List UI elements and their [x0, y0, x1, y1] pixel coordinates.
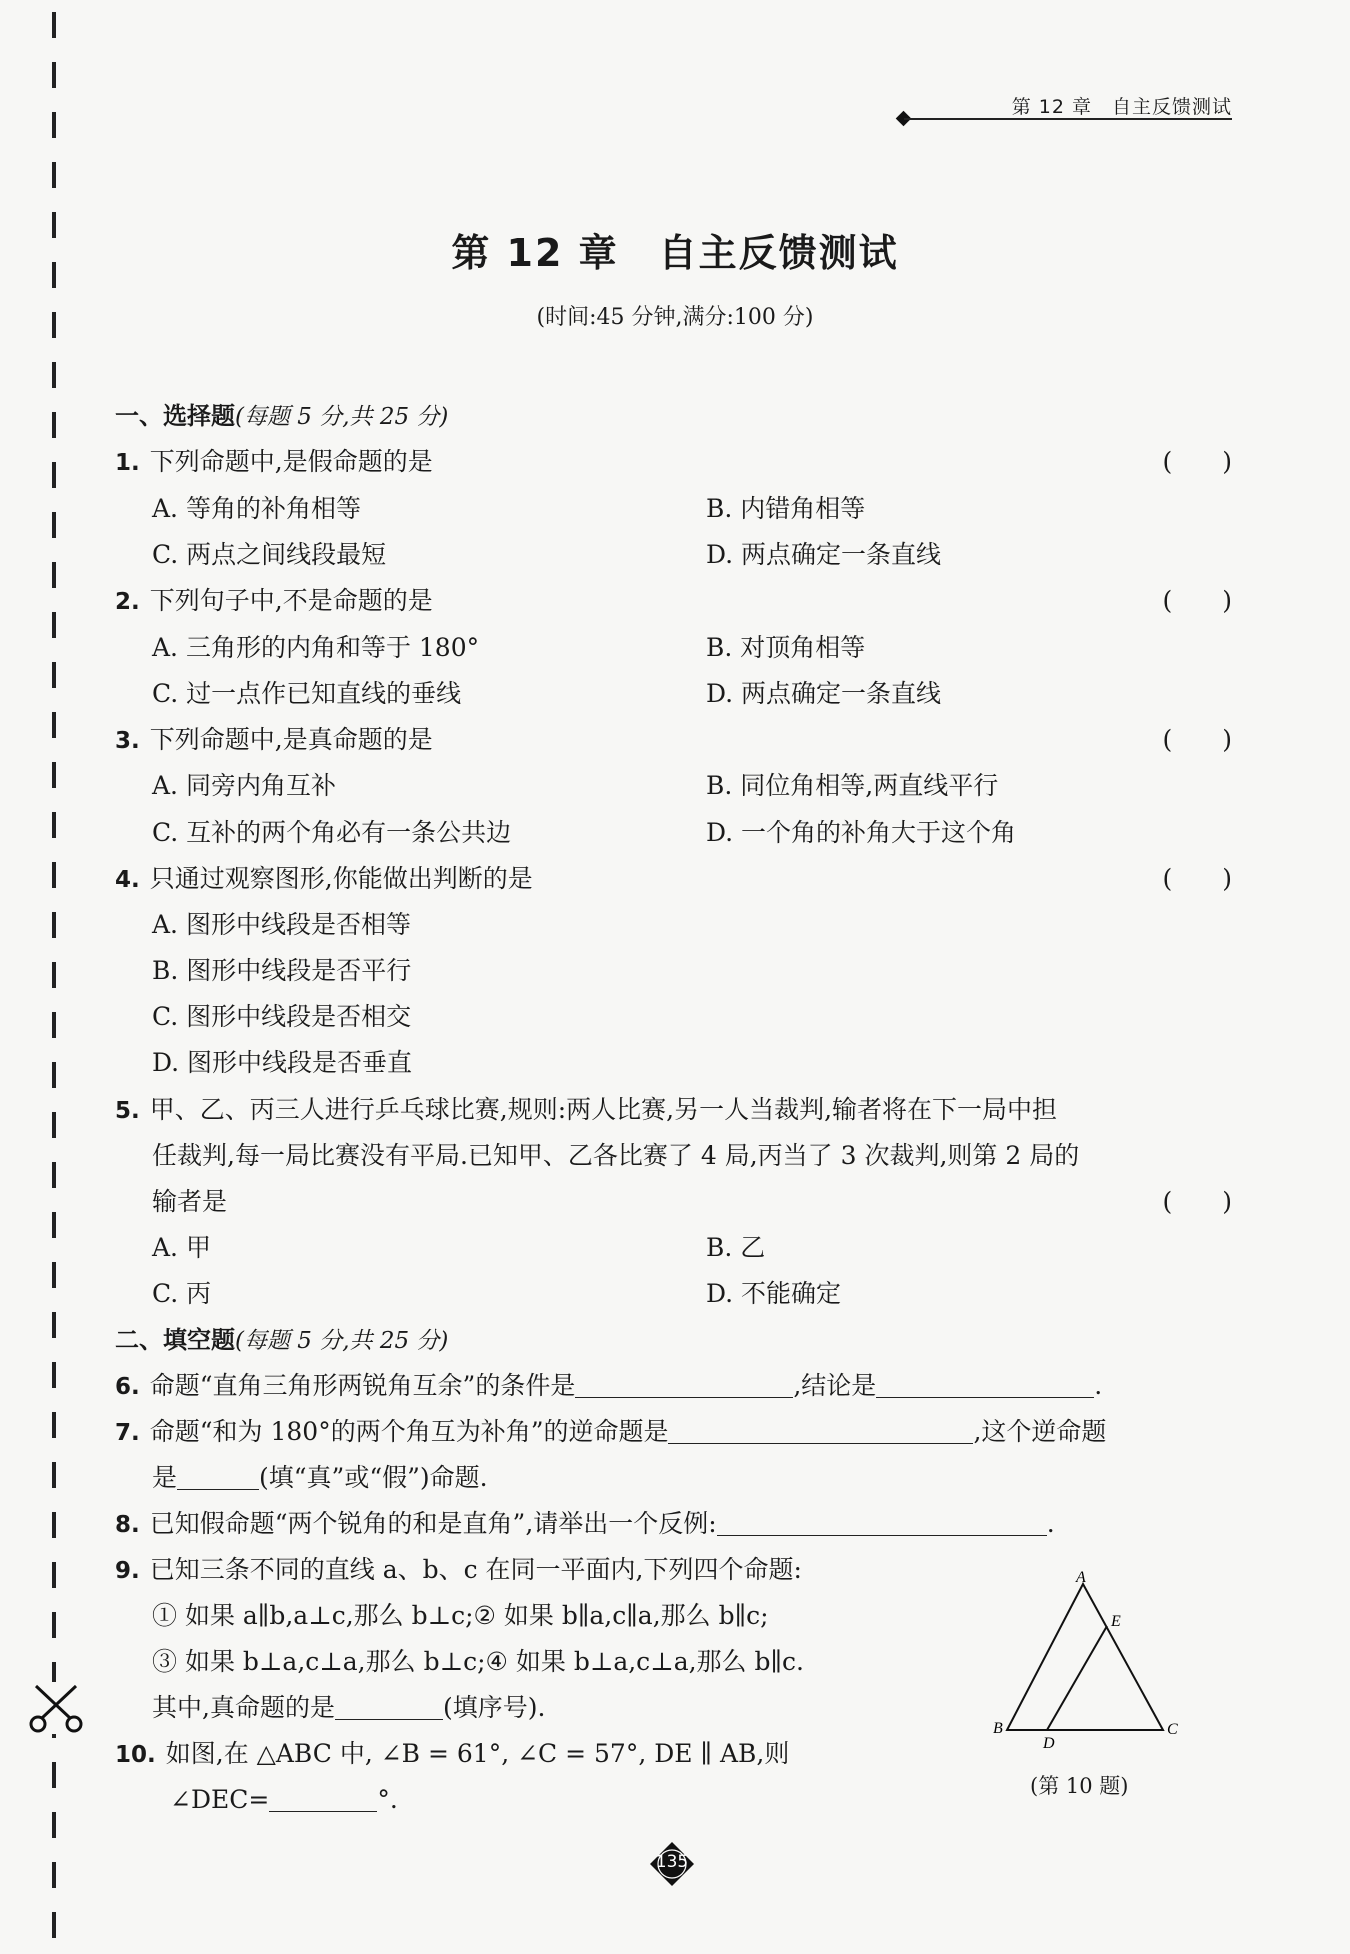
label-d: D: [1043, 1735, 1055, 1750]
question-stem: 只通过观察图形,你能做出判断的是: [149, 864, 533, 893]
question-stem: 如图,在 △ABC 中, ∠B = 61°, ∠C = 57°, DE ∥ AB,则: [165, 1739, 790, 1768]
question-text: 命题“和为 180°的两个角互为补角”的逆命题是: [149, 1417, 669, 1446]
question-number: 3.: [115, 728, 140, 754]
question-text: 命题“直角三角形两锐角互余”的条件是: [149, 1371, 576, 1400]
question-text: (填“真”或“假”)命题.: [259, 1463, 488, 1492]
question-8: [115, 1508, 1055, 1541]
section-note: (每题 5 分,共 25 分): [235, 404, 449, 430]
page-title: 第 12 章 自主反馈测试: [451, 231, 899, 275]
question-text: (填序号).: [442, 1693, 546, 1722]
answer-paren: ( ): [1162, 864, 1232, 893]
question-9-answer-line: [152, 1692, 545, 1724]
question-10: [115, 1738, 789, 1771]
question-number: 6.: [115, 1374, 140, 1400]
question-number: 1.: [115, 450, 140, 476]
option-d: D. 两点确定一条直线: [706, 540, 942, 569]
question-7-line-2: [152, 1462, 488, 1494]
option-d: D. 不能确定: [706, 1279, 842, 1308]
option-b: B. 对顶角相等: [706, 633, 866, 662]
label-e: E: [1111, 1613, 1121, 1630]
running-head: 第 12 章 自主反馈测试: [1011, 96, 1232, 118]
option-d: D. 两点确定一条直线: [706, 679, 942, 708]
answer-blank-condition[interactable]: [575, 1371, 793, 1398]
question-number: 8.: [115, 1512, 140, 1538]
option-c: C. 过一点作已知直线的垂线: [152, 679, 462, 708]
question-stem: 下列命题中,是真命题的是: [149, 725, 433, 754]
option-d: D. 图形中线段是否垂直: [152, 1048, 413, 1077]
triangle-abc: [1007, 1584, 1163, 1730]
question-7: [115, 1416, 1106, 1449]
question-stem-line-2: 任裁判,每一局比赛没有平局.已知甲、乙各比赛了 4 局,丙当了 3 次裁判,则第 2 局的: [152, 1141, 1080, 1170]
question-stem: 已知三条不同的直线 a、b、c 在同一平面内,下列四个命题:: [149, 1555, 802, 1584]
question-text: .: [1094, 1371, 1103, 1400]
option-b: B. 图形中线段是否平行: [152, 956, 412, 985]
scissors-icon: [26, 1682, 86, 1734]
label-c: C: [1167, 1721, 1178, 1738]
question-stem: 下列命题中,是假命题的是: [149, 447, 433, 476]
option-d: D. 一个角的补角大于这个角: [706, 818, 1017, 847]
answer-blank-converse[interactable]: [668, 1417, 973, 1444]
option-a: A. 图形中线段是否相等: [152, 910, 411, 939]
question-text: ,结论是: [793, 1371, 877, 1400]
option-b: B. 内错角相等: [706, 494, 866, 523]
proposition-line-2: ③ 如果 b⊥a,c⊥a,那么 b⊥c;④ 如果 b⊥a,c⊥a,那么 b∥c.: [152, 1647, 804, 1676]
answer-blank-true-props[interactable]: [335, 1693, 443, 1720]
question-number: 2.: [115, 589, 140, 615]
question-number: 7.: [115, 1420, 140, 1446]
question-text: ,这个逆命题: [973, 1417, 1107, 1446]
question-text: 是: [152, 1463, 178, 1492]
option-a: A. 同旁内角互补: [152, 771, 336, 800]
label-b: B: [993, 1720, 1003, 1737]
option-c: C. 丙: [152, 1279, 212, 1308]
section-title: 二、填空题: [115, 1326, 235, 1354]
answer-blank-conclusion[interactable]: [876, 1371, 1094, 1398]
option-c: C. 互补的两个角必有一条公共边: [152, 818, 512, 847]
section-heading-fill: [115, 1324, 448, 1357]
page-number: 135: [655, 1852, 689, 1872]
segment-de: [1047, 1626, 1107, 1730]
section-heading-choice: [115, 400, 448, 433]
question-stem-line-1: 甲、乙、丙三人进行乒乓球比赛,规则:两人比赛,另一人当裁判,输者将在下一局中担: [149, 1095, 1058, 1124]
question-1: [115, 446, 433, 479]
option-c: C. 两点之间线段最短: [152, 540, 387, 569]
section-note: (每题 5 分,共 25 分): [235, 1328, 449, 1354]
question-text: ∠DEC=: [170, 1785, 270, 1814]
section-title: 一、选择题: [115, 402, 235, 430]
question-9: [115, 1554, 802, 1587]
option-b: B. 同位角相等,两直线平行: [706, 771, 999, 800]
question-number: 9.: [115, 1558, 140, 1584]
option-a: A. 等角的补角相等: [152, 494, 361, 523]
question-number: 4.: [115, 867, 140, 893]
option-b: B. 乙: [706, 1233, 766, 1262]
answer-blank-true-false[interactable]: [177, 1463, 259, 1490]
question-4: [115, 863, 533, 896]
answer-blank-angle[interactable]: [269, 1785, 377, 1812]
option-c: C. 图形中线段是否相交: [152, 1002, 412, 1031]
triangle-figure: [985, 1570, 1185, 1750]
question-2: [115, 585, 433, 618]
answer-paren: ( ): [1162, 447, 1232, 476]
question-number: 10.: [115, 1742, 156, 1768]
answer-blank-counterexample[interactable]: [717, 1509, 1047, 1536]
question-10-line-2: [170, 1784, 398, 1816]
answer-paren: ( ): [1162, 586, 1232, 615]
question-text: 已知假命题“两个锐角的和是直角”,请举出一个反例:: [149, 1509, 717, 1538]
question-3: [115, 724, 433, 757]
question-5: [115, 1094, 1057, 1127]
exam-info: (时间:45 分钟,满分:100 分): [536, 305, 814, 330]
question-text: .: [1046, 1509, 1055, 1538]
question-stem-line-3: 输者是: [152, 1187, 228, 1216]
question-text: 其中,真命题的是: [152, 1693, 335, 1722]
question-6: [115, 1370, 1102, 1403]
answer-paren: ( ): [1162, 1187, 1232, 1216]
label-a: A: [1076, 1570, 1086, 1586]
proposition-line-1: ① 如果 a∥b,a⊥c,那么 b⊥c;② 如果 b∥a,c∥a,那么 b∥c;: [152, 1601, 769, 1630]
figure-caption: (第 10 题): [1030, 1774, 1129, 1798]
cut-line: [52, 0, 56, 1954]
question-stem: 下列句子中,不是命题的是: [149, 586, 433, 615]
question-number: 5.: [115, 1098, 140, 1124]
option-a: A. 三角形的内角和等于 180°: [152, 633, 480, 662]
option-a: A. 甲: [152, 1233, 211, 1262]
answer-paren: ( ): [1162, 725, 1232, 754]
question-text: °.: [377, 1785, 398, 1814]
